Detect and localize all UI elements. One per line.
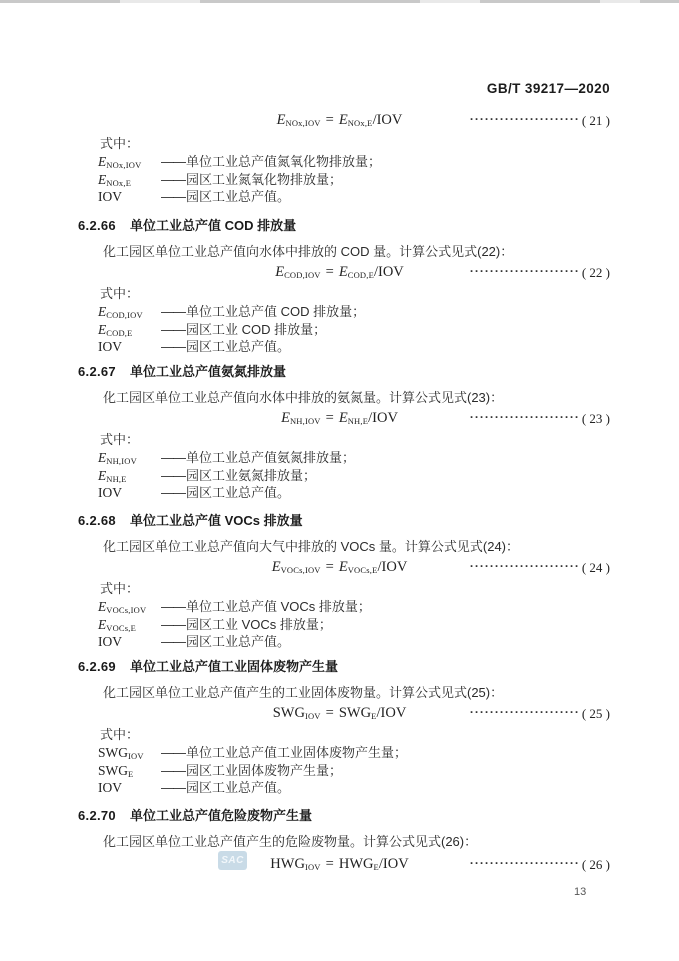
page-number: 13 — [574, 886, 587, 898]
formula-denominator: /IOV — [378, 856, 409, 872]
leader-dots: ······················ — [469, 856, 580, 870]
formula-lhs-base: E — [276, 112, 286, 128]
section-title: 单位工业总产值 COD 排放量 — [129, 218, 297, 233]
symbol-definition — [98, 321, 679, 339]
where-label: 式中： — [100, 286, 140, 301]
symbol-definition — [98, 449, 679, 467]
formula-rhs-sub: VOCs,E — [347, 565, 378, 575]
formula-rhs-sub: E — [371, 711, 377, 721]
formula-lhs-sub: COD,IOV — [284, 270, 321, 280]
definition-text: 园区工业固体废物产生量； — [186, 762, 343, 778]
symbol-definition — [98, 338, 679, 356]
symbol-term: $E_{NOx,IOV}$ — [98, 154, 142, 170]
symbol-term: $E_{COD,IOV}$ — [98, 304, 143, 320]
section-heading — [78, 217, 679, 235]
where-label: 式中： — [100, 727, 140, 742]
equation-leader — [470, 111, 610, 131]
definition-dash: —— — [161, 189, 185, 204]
formula-lhs-sub: IOV — [304, 862, 321, 872]
section-number: 6.2.68 — [78, 513, 116, 528]
equation-number: ( 25 ) — [581, 706, 610, 721]
equation-number: ( 22 ) — [581, 265, 610, 280]
definition-dash: —— — [161, 467, 185, 483]
symbol-term: IOV — [98, 485, 122, 500]
definition-dash: —— — [161, 616, 185, 632]
definition-text: 园区工业总产值。 — [186, 780, 291, 795]
section-heading — [78, 807, 679, 825]
definition-dash: —— — [161, 599, 185, 614]
section-title: 单位工业总产值氨氮排放量 — [129, 364, 286, 379]
equation-number: ( 21 ) — [581, 113, 610, 128]
section-paragraph: 化工园区单位工业总产值向水体中排放的 COD 量。计算公式见式(22)： — [103, 244, 514, 259]
section-number: 6.2.67 — [78, 364, 116, 379]
section-heading — [78, 512, 679, 530]
section-title: 单位工业总产值 VOCs 排放量 — [129, 513, 303, 528]
leader-dots: ······················ — [469, 559, 580, 573]
standard-number-header: GB/T 39217—2020 — [486, 81, 610, 96]
symbol-definition — [98, 188, 679, 206]
leader-dots: ······················ — [469, 264, 580, 278]
definition-dash: —— — [161, 634, 185, 649]
formula-lhs-sub: IOV — [304, 711, 321, 721]
symbol-term: IOV — [98, 189, 122, 204]
definition-text: 园区工业总产值。 — [186, 339, 291, 354]
formula-row — [0, 409, 679, 428]
definition-dash: —— — [161, 485, 185, 500]
equation-leader — [470, 558, 610, 578]
symbol-definition — [98, 303, 679, 321]
definition-dash: —— — [161, 321, 185, 337]
equals-sign: = — [325, 559, 334, 575]
section-6-2-69 — [0, 658, 679, 797]
definition-text: 园区工业总产值。 — [186, 485, 291, 500]
formula-rhs-base: E — [338, 559, 348, 575]
definition-text: 园区工业 VOCs 排放量； — [186, 616, 332, 632]
symbol-definition — [98, 153, 679, 171]
equals-sign: = — [325, 856, 334, 872]
formula-denominator: /IOV — [377, 559, 408, 575]
equation-leader — [470, 263, 610, 283]
sac-watermark: SAC — [218, 851, 247, 870]
equation-21-block — [0, 109, 679, 206]
scan-edge-gap — [120, 0, 200, 3]
formula-lhs-sub: VOCs,IOV — [280, 565, 321, 575]
section-6-2-66 — [0, 217, 679, 356]
section-6-2-68 — [0, 512, 679, 651]
section-paragraph: 化工园区单位工业总产值向大气中排放的 VOCs 量。计算公式见式(24)： — [103, 539, 520, 554]
section-paragraph: 化工园区单位工业总产值向水体中排放的氨氮量。计算公式见式(23)： — [103, 390, 504, 405]
formula-lhs-base: HWG — [270, 856, 305, 872]
equals-sign: = — [325, 410, 334, 426]
symbol-definition — [98, 484, 679, 502]
symbol-definition — [98, 171, 679, 189]
section-6-2-70 — [0, 807, 679, 874]
section-number: 6.2.70 — [78, 808, 116, 823]
symbol-term: $SWG_{IOV}$ — [98, 745, 144, 761]
definition-dash: —— — [161, 780, 185, 795]
formula-rhs-sub: NH,E — [347, 416, 369, 426]
definition-dash: —— — [161, 762, 185, 778]
formula-lhs-base: E — [271, 559, 281, 575]
scan-edge-artifact — [0, 0, 679, 3]
formula-row — [0, 855, 679, 874]
symbol-term: IOV — [98, 339, 122, 354]
equation-leader — [470, 409, 610, 429]
section-heading — [78, 658, 679, 676]
formula-lhs-base: E — [275, 264, 285, 280]
definition-text: 园区工业氮氧化物排放量； — [186, 171, 343, 187]
formula-rhs-sub: NOx,E — [347, 118, 373, 128]
formula-lhs-sub: NOx,IOV — [285, 118, 321, 128]
definition-dash: —— — [161, 450, 185, 465]
formula-denominator: /IOV — [372, 112, 403, 128]
definition-text: 单位工业总产值工业固体废物产生量； — [186, 745, 408, 760]
equation-number: ( 24 ) — [581, 560, 610, 575]
symbol-term: IOV — [98, 780, 122, 795]
equation-leader — [470, 704, 610, 724]
definition-text: 园区工业总产值。 — [186, 634, 291, 649]
symbol-definition — [98, 779, 679, 797]
symbol-term: $E_{NH,E}$ — [98, 467, 127, 484]
formula-row — [0, 558, 679, 577]
definition-dash: —— — [161, 304, 185, 319]
where-label: 式中： — [100, 136, 140, 151]
equals-sign: = — [325, 264, 334, 280]
formula-rhs-base: E — [338, 264, 348, 280]
leader-dots: ······················ — [469, 705, 580, 719]
formula-denominator: /IOV — [368, 410, 398, 426]
equation-number: ( 26 ) — [581, 857, 610, 872]
formula-lhs-base: SWG — [272, 705, 305, 721]
symbol-term: $E_{VOCs,IOV}$ — [98, 599, 147, 615]
definition-text: 单位工业总产值氨氮排放量； — [186, 450, 356, 465]
formula-row — [0, 111, 679, 130]
formula-rhs-base: E — [338, 112, 348, 128]
scan-edge-gap — [420, 0, 480, 3]
definition-text: 单位工业总产值 COD 排放量； — [186, 304, 366, 319]
symbol-definition — [98, 598, 679, 616]
section-6-2-67 — [0, 363, 679, 502]
leader-dots: ······················ — [469, 112, 580, 126]
scan-edge-gap — [600, 0, 640, 3]
section-title: 单位工业总产值工业固体废物产生量 — [129, 659, 338, 674]
equals-sign: = — [325, 112, 334, 128]
section-number: 6.2.69 — [78, 659, 116, 674]
symbol-term: $E_{COD,E}$ — [98, 321, 133, 338]
formula-lhs-sub: NH,IOV — [289, 416, 321, 426]
symbol-term: $SWG_E$ — [98, 762, 134, 779]
formula-denominator: /IOV — [373, 264, 404, 280]
formula-row — [0, 263, 679, 282]
symbol-term: IOV — [98, 634, 122, 649]
section-paragraph: 化工园区单位工业总产值产生的工业固体废物量。计算公式见式(25)： — [103, 685, 504, 700]
section-paragraph: 化工园区单位工业总产值产生的危险废物量。计算公式见式(26)： — [103, 834, 478, 849]
formula-rhs-base: E — [338, 410, 348, 426]
definition-text: 园区工业氨氮排放量； — [186, 467, 317, 483]
section-title: 单位工业总产值危险废物产生量 — [129, 808, 312, 823]
definition-text: 单位工业总产值氮氧化物排放量； — [186, 154, 382, 169]
symbol-definition — [98, 762, 679, 780]
definition-dash: —— — [161, 171, 185, 187]
symbol-term: $E_{NH,IOV}$ — [98, 450, 137, 466]
symbol-term: $E_{VOCs,E}$ — [98, 616, 137, 633]
formula-denominator: /IOV — [376, 705, 407, 721]
equals-sign: = — [325, 705, 334, 721]
formula-rhs-base: SWG — [338, 705, 372, 721]
definition-dash: —— — [161, 339, 185, 354]
definition-dash: —— — [161, 154, 185, 169]
formula-lhs-base: E — [281, 410, 290, 426]
formula-rhs-sub: E — [373, 862, 379, 872]
definition-text: 园区工业 COD 排放量； — [186, 321, 327, 337]
formula-rhs-base: HWG — [338, 856, 374, 872]
definition-text: 园区工业总产值。 — [186, 189, 291, 204]
symbol-term: $E_{NOx,E}$ — [98, 171, 132, 188]
definition-dash: —— — [161, 745, 185, 760]
equation-number: ( 23 ) — [581, 411, 610, 426]
equation-leader — [470, 855, 610, 875]
symbol-definition — [98, 467, 679, 485]
definition-text: 单位工业总产值 VOCs 排放量； — [186, 599, 371, 614]
where-label: 式中： — [100, 432, 140, 447]
symbol-definition — [98, 616, 679, 634]
formula-row — [0, 704, 679, 723]
where-label: 式中： — [100, 581, 140, 596]
formula-rhs-sub: COD,E — [347, 270, 374, 280]
symbol-definition — [98, 633, 679, 651]
section-heading — [78, 363, 679, 381]
leader-dots: ······················ — [469, 410, 580, 424]
symbol-definition — [98, 744, 679, 762]
section-number: 6.2.66 — [78, 218, 116, 233]
